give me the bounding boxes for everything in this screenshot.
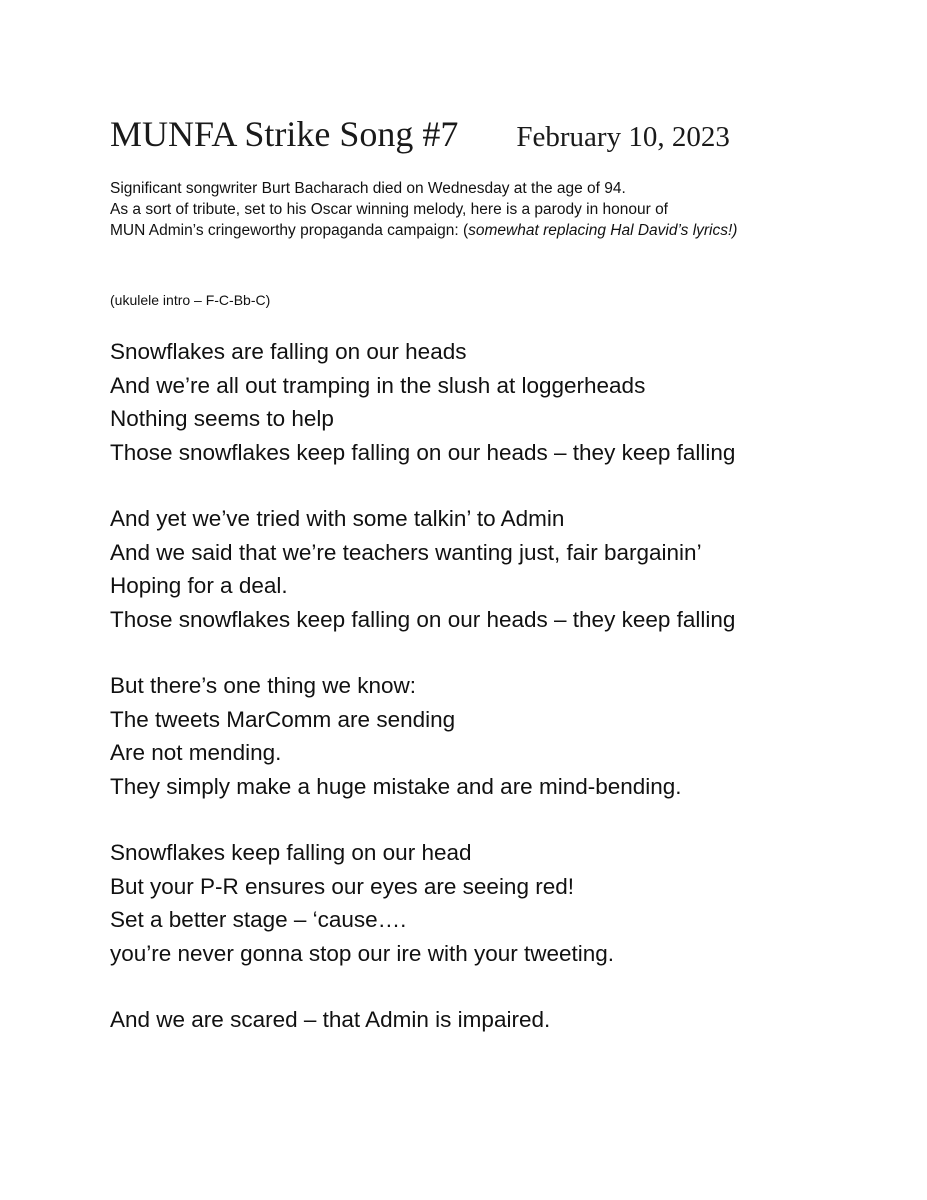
stanza-3 [110, 669, 900, 803]
intro-line-3 [110, 220, 890, 241]
lyric-line: The tweets MarComm are sending [110, 706, 456, 732]
lyrics [110, 335, 900, 1070]
intro-line-1: Significant songwriter Burt Bacharach died on Wednesday at the age of 94. [110, 180, 626, 197]
lyric-line: you’re never gonna stop our ire with your tweeting. [110, 940, 615, 966]
stanza-5 [110, 1003, 900, 1037]
stanza-2 [110, 502, 900, 636]
stanza-1 [110, 335, 900, 469]
header [110, 112, 870, 160]
lyric-line: Snowflakes are falling on our heads [110, 339, 467, 364]
lyric-line: Snowflakes keep falling on our head [110, 840, 472, 865]
lyric-line: But there’s one thing we know: [110, 673, 417, 698]
lyric-line: And yet we’ve tried with some talkin’ to Admin [110, 506, 565, 531]
lyric-line: Nothing seems to help [110, 406, 334, 431]
ukulele-intro-note: (ukulele intro – F-C-Bb-C) [110, 292, 271, 308]
lyric-line: Those snowflakes keep falling on our heads – they keep falling [110, 606, 736, 632]
intro-paragraph [110, 178, 890, 241]
lyric-line: Hoping for a deal. [110, 573, 288, 598]
lyric-line: Set a better stage – ‘cause…. [110, 907, 407, 932]
lyric-line: Are not mending. [110, 740, 282, 765]
lyric-line: They simply make a huge mistake and are mind-bending. [110, 773, 682, 799]
lyric-line: And we’re all out tramping in the slush at loggerheads [110, 372, 646, 398]
lyric-line: But your P-R ensures our eyes are seeing red! [110, 873, 574, 899]
stanza-4 [110, 836, 900, 970]
intro-line-3-italic: somewhat replacing Hal David’s lyrics!) [468, 222, 738, 239]
lyric-line: And we said that we’re teachers wanting just, fair bargainin’ [110, 539, 702, 565]
lyric-line: And we are scared – that Admin is impaired. [110, 1007, 551, 1032]
song-date: February 10, 2023 [516, 121, 730, 153]
page-title: MUNFA Strike Song #7 [110, 114, 459, 154]
lyric-line: Those snowflakes keep falling on our heads – they keep falling [110, 439, 736, 465]
intro-line-3-text: MUN Admin’s cringeworthy propaganda campaign: ( [110, 222, 469, 239]
intro-line-2: As a sort of tribute, set to his Oscar winning melody, here is a parody in honour of [110, 201, 668, 218]
